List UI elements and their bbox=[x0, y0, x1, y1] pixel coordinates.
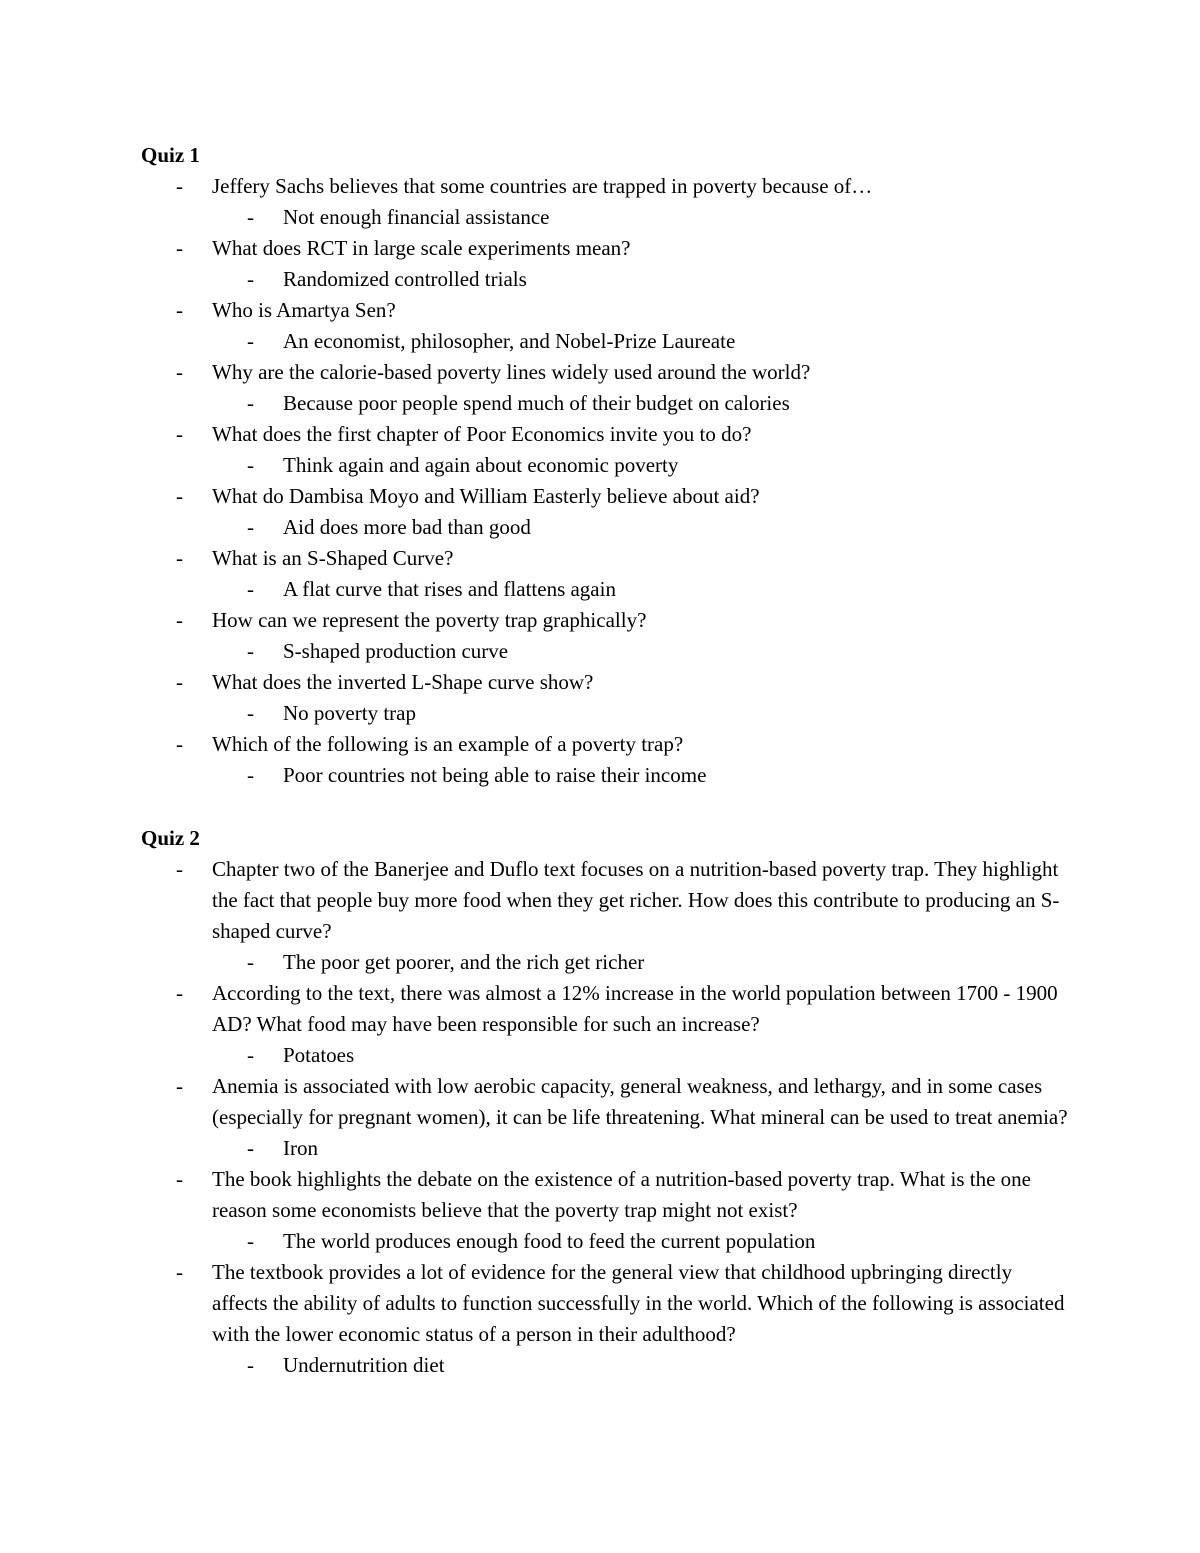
answer-text: Think again and again about economic poverty bbox=[283, 453, 679, 477]
qa-item bbox=[0, 978, 1200, 1071]
question-text: Anemia is associated with low aerobic capacity, general weakness, and lethargy, and in some cases (especially for pregnant women), it can be life threatening. What mineral can be used to treat anemia? bbox=[212, 1074, 1068, 1129]
qa-item bbox=[0, 171, 1200, 233]
answer-text: Potatoes bbox=[283, 1043, 355, 1067]
question-text: What does RCT in large scale experiments mean? bbox=[212, 236, 631, 260]
answer bbox=[247, 326, 1083, 357]
bullet-dash: - bbox=[247, 453, 254, 477]
bullet-dash: - bbox=[176, 608, 183, 632]
bullet-dash: - bbox=[176, 1260, 183, 1284]
qa-item bbox=[0, 605, 1200, 667]
answer bbox=[247, 1133, 1083, 1164]
bullet-dash: - bbox=[247, 1353, 254, 1377]
question-text: Chapter two of the Banerjee and Duflo text focuses on a nutrition-based poverty trap. They highlight the fact that people buy more food when they get richer. How does this contribute to producing an S-shaped curve? bbox=[212, 857, 1060, 943]
answer bbox=[247, 264, 1083, 295]
answer-text: The world produces enough food to feed the current population bbox=[283, 1229, 816, 1253]
answer-text: A flat curve that rises and flattens again bbox=[283, 577, 616, 601]
answer-text: Randomized controlled trials bbox=[283, 267, 527, 291]
question bbox=[176, 854, 1072, 947]
answer bbox=[247, 450, 1083, 481]
bullet-dash: - bbox=[176, 981, 183, 1005]
qa-item bbox=[0, 295, 1200, 357]
bullet-dash: - bbox=[176, 298, 183, 322]
answer bbox=[247, 947, 1083, 978]
question-text: What do Dambisa Moyo and William Easterly believe about aid? bbox=[212, 484, 760, 508]
bullet-dash: - bbox=[247, 763, 254, 787]
answer bbox=[247, 574, 1083, 605]
question-text: The textbook provides a lot of evidence for the general view that childhood upbringing directly affects the ability of adults to function successfully in the world. Which of the following is associated with the lower economic status of a person in their adulthood? bbox=[212, 1260, 1065, 1346]
answer-text: Not enough financial assistance bbox=[283, 205, 550, 229]
question bbox=[176, 357, 1072, 388]
qa-item bbox=[0, 481, 1200, 543]
question-text: Why are the calorie-based poverty lines widely used around the world? bbox=[212, 360, 811, 384]
bullet-dash: - bbox=[176, 857, 183, 881]
quiz-section bbox=[0, 140, 1200, 791]
quiz-title: Quiz 2 bbox=[141, 826, 200, 850]
qa-item bbox=[0, 233, 1200, 295]
answer bbox=[247, 636, 1083, 667]
quiz-section bbox=[0, 823, 1200, 1381]
qa-item bbox=[0, 357, 1200, 419]
question bbox=[176, 729, 1072, 760]
bullet-dash: - bbox=[176, 422, 183, 446]
answer bbox=[247, 760, 1083, 791]
bullet-dash: - bbox=[247, 329, 254, 353]
qa-item bbox=[0, 729, 1200, 791]
bullet-dash: - bbox=[247, 1229, 254, 1253]
bullet-dash: - bbox=[176, 484, 183, 508]
answer-text: S-shaped production curve bbox=[283, 639, 509, 663]
question-text: According to the text, there was almost a 12% increase in the world population between 1700 - 1900 AD? What food may have been responsible for such an increase? bbox=[212, 981, 1058, 1036]
bullet-dash: - bbox=[176, 1074, 183, 1098]
qa-item bbox=[0, 419, 1200, 481]
question-text: Which of the following is an example of a poverty trap? bbox=[212, 732, 684, 756]
question-text: Jeffery Sachs believes that some countries are trapped in poverty because of… bbox=[212, 174, 873, 198]
bullet-dash: - bbox=[247, 577, 254, 601]
bullet-dash: - bbox=[176, 360, 183, 384]
question bbox=[176, 1071, 1072, 1133]
qa-item bbox=[0, 1257, 1200, 1381]
bullet-dash: - bbox=[247, 639, 254, 663]
bullet-dash: - bbox=[176, 670, 183, 694]
question-text: What does the first chapter of Poor Economics invite you to do? bbox=[212, 422, 752, 446]
answer bbox=[247, 202, 1083, 233]
bullet-dash: - bbox=[247, 1043, 254, 1067]
bullet-dash: - bbox=[247, 267, 254, 291]
answer bbox=[247, 1040, 1083, 1071]
qa-item bbox=[0, 1071, 1200, 1164]
question-text: The book highlights the debate on the existence of a nutrition-based poverty trap. What is the one reason some economists believe that the poverty trap might not exist? bbox=[212, 1167, 1031, 1222]
answer bbox=[247, 1226, 1083, 1257]
bullet-dash: - bbox=[247, 1136, 254, 1160]
bullet-dash: - bbox=[247, 950, 254, 974]
answer-text: No poverty trap bbox=[283, 701, 416, 725]
answer-text: The poor get poorer, and the rich get richer bbox=[283, 950, 645, 974]
question-text: Who is Amartya Sen? bbox=[212, 298, 396, 322]
question-list bbox=[0, 171, 1200, 791]
question bbox=[176, 1257, 1072, 1350]
quiz-title: Quiz 1 bbox=[141, 143, 200, 167]
bullet-dash: - bbox=[247, 701, 254, 725]
answer-text: Because poor people spend much of their budget on calories bbox=[283, 391, 790, 415]
bullet-dash: - bbox=[176, 236, 183, 260]
answer-text: Aid does more bad than good bbox=[283, 515, 531, 539]
question bbox=[176, 667, 1072, 698]
question-text: How can we represent the poverty trap graphically? bbox=[212, 608, 647, 632]
question bbox=[176, 1164, 1072, 1226]
answer bbox=[247, 388, 1083, 419]
question-text: What is an S-Shaped Curve? bbox=[212, 546, 454, 570]
bullet-dash: - bbox=[247, 205, 254, 229]
answer bbox=[247, 512, 1083, 543]
question bbox=[176, 978, 1072, 1040]
answer bbox=[247, 698, 1083, 729]
answer bbox=[247, 1350, 1083, 1381]
bullet-dash: - bbox=[247, 391, 254, 415]
bullet-dash: - bbox=[247, 515, 254, 539]
question bbox=[176, 481, 1072, 512]
question-list bbox=[0, 854, 1200, 1381]
question bbox=[176, 605, 1072, 636]
bullet-dash: - bbox=[176, 174, 183, 198]
answer-text: Poor countries not being able to raise their income bbox=[283, 763, 707, 787]
qa-item bbox=[0, 854, 1200, 978]
question bbox=[176, 543, 1072, 574]
bullet-dash: - bbox=[176, 732, 183, 756]
question-text: What does the inverted L-Shape curve show? bbox=[212, 670, 594, 694]
answer-text: Undernutrition diet bbox=[283, 1353, 445, 1377]
bullet-dash: - bbox=[176, 546, 183, 570]
qa-item bbox=[0, 667, 1200, 729]
qa-item bbox=[0, 1164, 1200, 1257]
question bbox=[176, 171, 1072, 202]
answer-text: An economist, philosopher, and Nobel-Prize Laureate bbox=[283, 329, 736, 353]
qa-item bbox=[0, 543, 1200, 605]
answer-text: Iron bbox=[283, 1136, 318, 1160]
question bbox=[176, 233, 1072, 264]
question bbox=[176, 295, 1072, 326]
question bbox=[176, 419, 1072, 450]
bullet-dash: - bbox=[176, 1167, 183, 1191]
